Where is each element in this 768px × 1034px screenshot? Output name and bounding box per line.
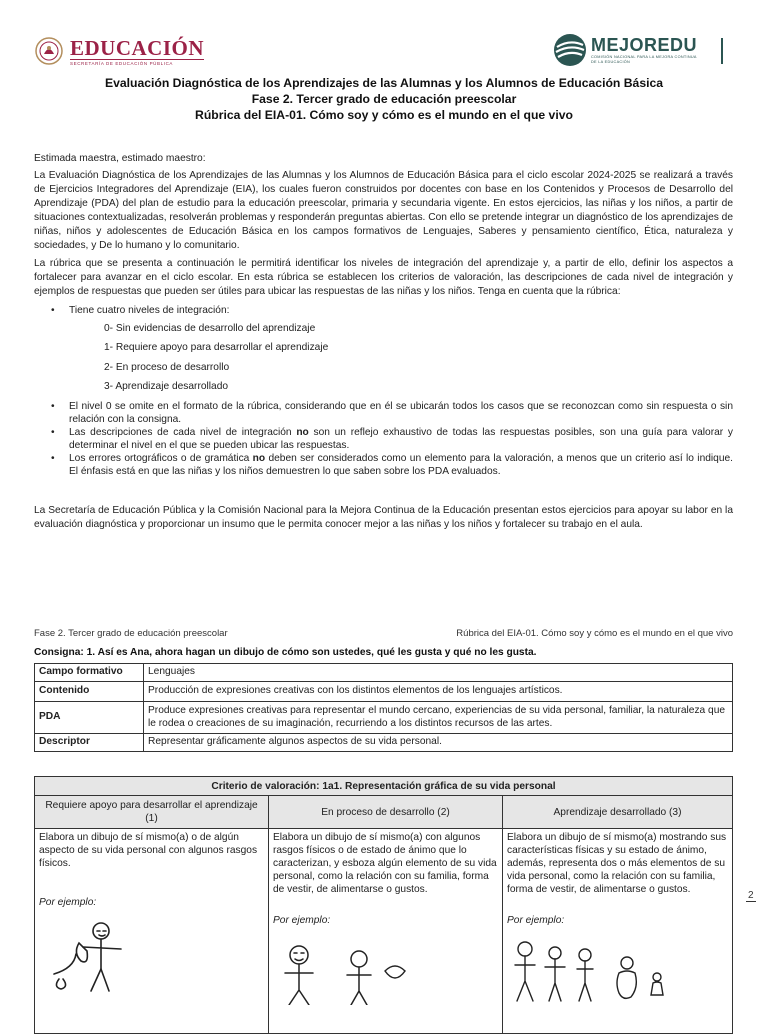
level-header-1: Requiere apoyo para desarrollar el aprendizaje (1) [35,796,269,829]
closing-paragraph: La Secretaría de Educación Pública y la Comisión Nacional para la Mejora Continua de la Educación presentan estos ejercicios para apoyar su labor en la evaluación diagnóstica y proporcionar un insumo que le permita conocer mejor a las niñas y los niños y fortalecer su trabajo en el aula. [34,505,733,530]
bullet-item: • Tiene cuatro niveles de integración: [34,304,733,317]
child-drawing-level-2 [273,935,413,1005]
level-3-cell [503,829,733,1034]
title-line-1: Evaluación Diagnóstica de los Aprendizajes de las Alumnas y los Alumnos de Educación Básica [104,76,664,90]
table-row [35,682,733,702]
title-line-3: Rúbrica del EIA-01. Cómo soy y cómo es el mundo en el que vivo [195,108,573,122]
table-key: Descriptor [35,734,144,752]
title-line-2: Fase 2. Tercer grado de educación preescolar [251,92,517,106]
bullet-item: • El nivel 0 se omite en el formato de la rúbrica, considerando que en él se ubicarán todos los casos que se reconozcan como sin respuesta o sin relación con la consigna. [34,400,733,426]
criterio-title: Criterio de valoración: 1a1. Representación gráfica de su vida personal [35,777,733,796]
mejoredu-logo [553,33,699,67]
example-label: Por ejemplo: [507,915,565,926]
child-drawing-level-3 [507,933,707,1003]
table-key: Contenido [35,682,144,702]
sep-logo-subtitle: SECRETARÍA DE EDUCACIÓN PÚBLICA [70,59,204,66]
example-label: Por ejemplo: [273,915,331,926]
level-item: 2- En proceso de desarrollo [104,361,230,373]
bullet-item: • Los errores ortográficos o de gramática no deben ser considerados como un elemento para la valoración, a menos que un criterio así lo indique. El énfasis está en que las niñas y los niños demuestren lo que saben sobre los PDA evaluados. [34,452,733,478]
table-row [35,734,733,752]
bullet-item: • Las descripciones de cada nivel de integración no son un reflejo exhaustivo de todas las respuestas posibles, son una guía para valorar y determinar el nivel en el que se pueden ubicar las respuestas. [34,426,733,452]
coat-of-arms-icon [34,36,64,66]
level-item: 0- Sin evidencias de desarrollo del aprendizaje [104,323,316,334]
example-label: Por ejemplo: [39,897,97,908]
table-row [35,702,733,734]
table-value: Representar gráficamente algunos aspectos de su vida personal. [144,734,733,752]
bullet-list [34,304,733,317]
running-header-right: Rúbrica del EIA-01. Cómo soy y cómo es el mundo en el que vivo [456,628,733,639]
mejoredu-subtitle: COMISIÓN NACIONAL PARA LA MEJORA CONTINUA DE LA EDUCACIÓN [591,55,697,64]
level-2-description: Elabora un dibujo de sí mismo(a) con algunos rasgos físicos o de estado de ánimo que lo caracterizan, y esboza algún elemento de su vida personal, como la relación con su familia, forma de vestir, de alimentarse o gustos. [273,832,497,895]
page-number: 2 [748,890,754,901]
mejoredu-title: MEJOREDU [591,35,698,55]
child-drawing-level-1 [39,919,149,999]
table-key: Campo formativo [35,664,144,682]
intro-paragraph: La Evaluación Diagnóstica de los Aprendizajes de las Alumnas y los Alumnos de Educación Básica para el ciclo escolar 2024-2025 se realizará a través de Ejercicios Integradores del Aprendizaje (EIA), los cuales fueron construidos por docentes con base en los Contenidos y Procesos de Desarrollo del Aprendizaje (PDA) del plan de estudio para la educación preescolar, primaria y secundaria vigente. En estos ejercicios, las niñas y los niños, a partir de situaciones contextualizadas, resolverán problemas y responderán preguntas abiertas. Con ello se pretende integrar un diagnóstico de los aprendizajes de niñas, niños y adolescentes de Educación Básica en los campos formativos de Lenguajes, Saberes y pensamiento científico, Ética, naturaleza y sociedades, y De lo humano y lo comunitario. [34,170,733,251]
table-row [35,664,733,682]
rubric-paragraph: La rúbrica que se presenta a continuación le permitirá identificar los niveles de integración del aprendizaje y, a partir de ello, definir los aspectos a fortalecer para avanzar en el ciclo escolar. En esta rúbrica se establecen los criterios de valoración, las descripciones de cada nivel de integración y ejemplos de respuestas que pueden ser útiles para ubicar las respuestas de las niñas y los niños. Tenga en cuenta que la rúbrica: [34,258,733,297]
level-header-2: En proceso de desarrollo (2) [269,796,503,829]
header-divider [721,38,723,64]
sep-logo-title: EDUCACIÓN [70,35,205,60]
sep-logo [34,33,204,69]
level-3-description: Elabora un dibujo de sí mismo(a) mostrando sus características físicas y su estado de ánimo, además, representa dos o más elementos de su vida personal, como la relación con su familia, forma de vestir, de alimentarse o gustos. [507,832,727,895]
table-value: Produce expresiones creativas para representar el mundo cercano, experiencias de su vida personal, familiar, la naturaleza que le rodea o creaciones de su imaginación, recurriendo a los distintos recursos de las artes. [144,702,733,734]
bullet-list-2 [34,400,733,478]
document-title [0,75,768,123]
running-header-left: Fase 2. Tercer grado de educación preescolar [34,628,228,639]
level-item: 3- Aprendizaje desarrollado [104,380,229,392]
table-value: Lenguajes [144,664,733,682]
level-1-cell [35,829,269,1034]
greeting: Estimada maestra, estimado maestro: [34,153,206,164]
info-table [34,663,733,752]
mejoredu-emblem-icon [553,33,587,67]
criterio-table [34,776,733,1034]
table-key: PDA [35,702,144,734]
table-value: Producción de expresiones creativas con los distintos elementos de los lenguajes artísticos. [144,682,733,702]
level-header-3: Aprendizaje desarrollado (3) [503,796,733,829]
level-2-cell [269,829,503,1034]
consigna: Consigna: 1. Así es Ana, ahora hagan un dibujo de cómo son ustedes, qué les gusta y qué no les gusta. [34,647,537,658]
levels-list [104,319,328,396]
level-item: 1- Requiere apoyo para desarrollar el aprendizaje [104,342,329,354]
level-1-description: Elabora un dibujo de sí mismo(a) o de algún aspecto de su vida personal con algunos rasgos físicos. [39,832,258,869]
